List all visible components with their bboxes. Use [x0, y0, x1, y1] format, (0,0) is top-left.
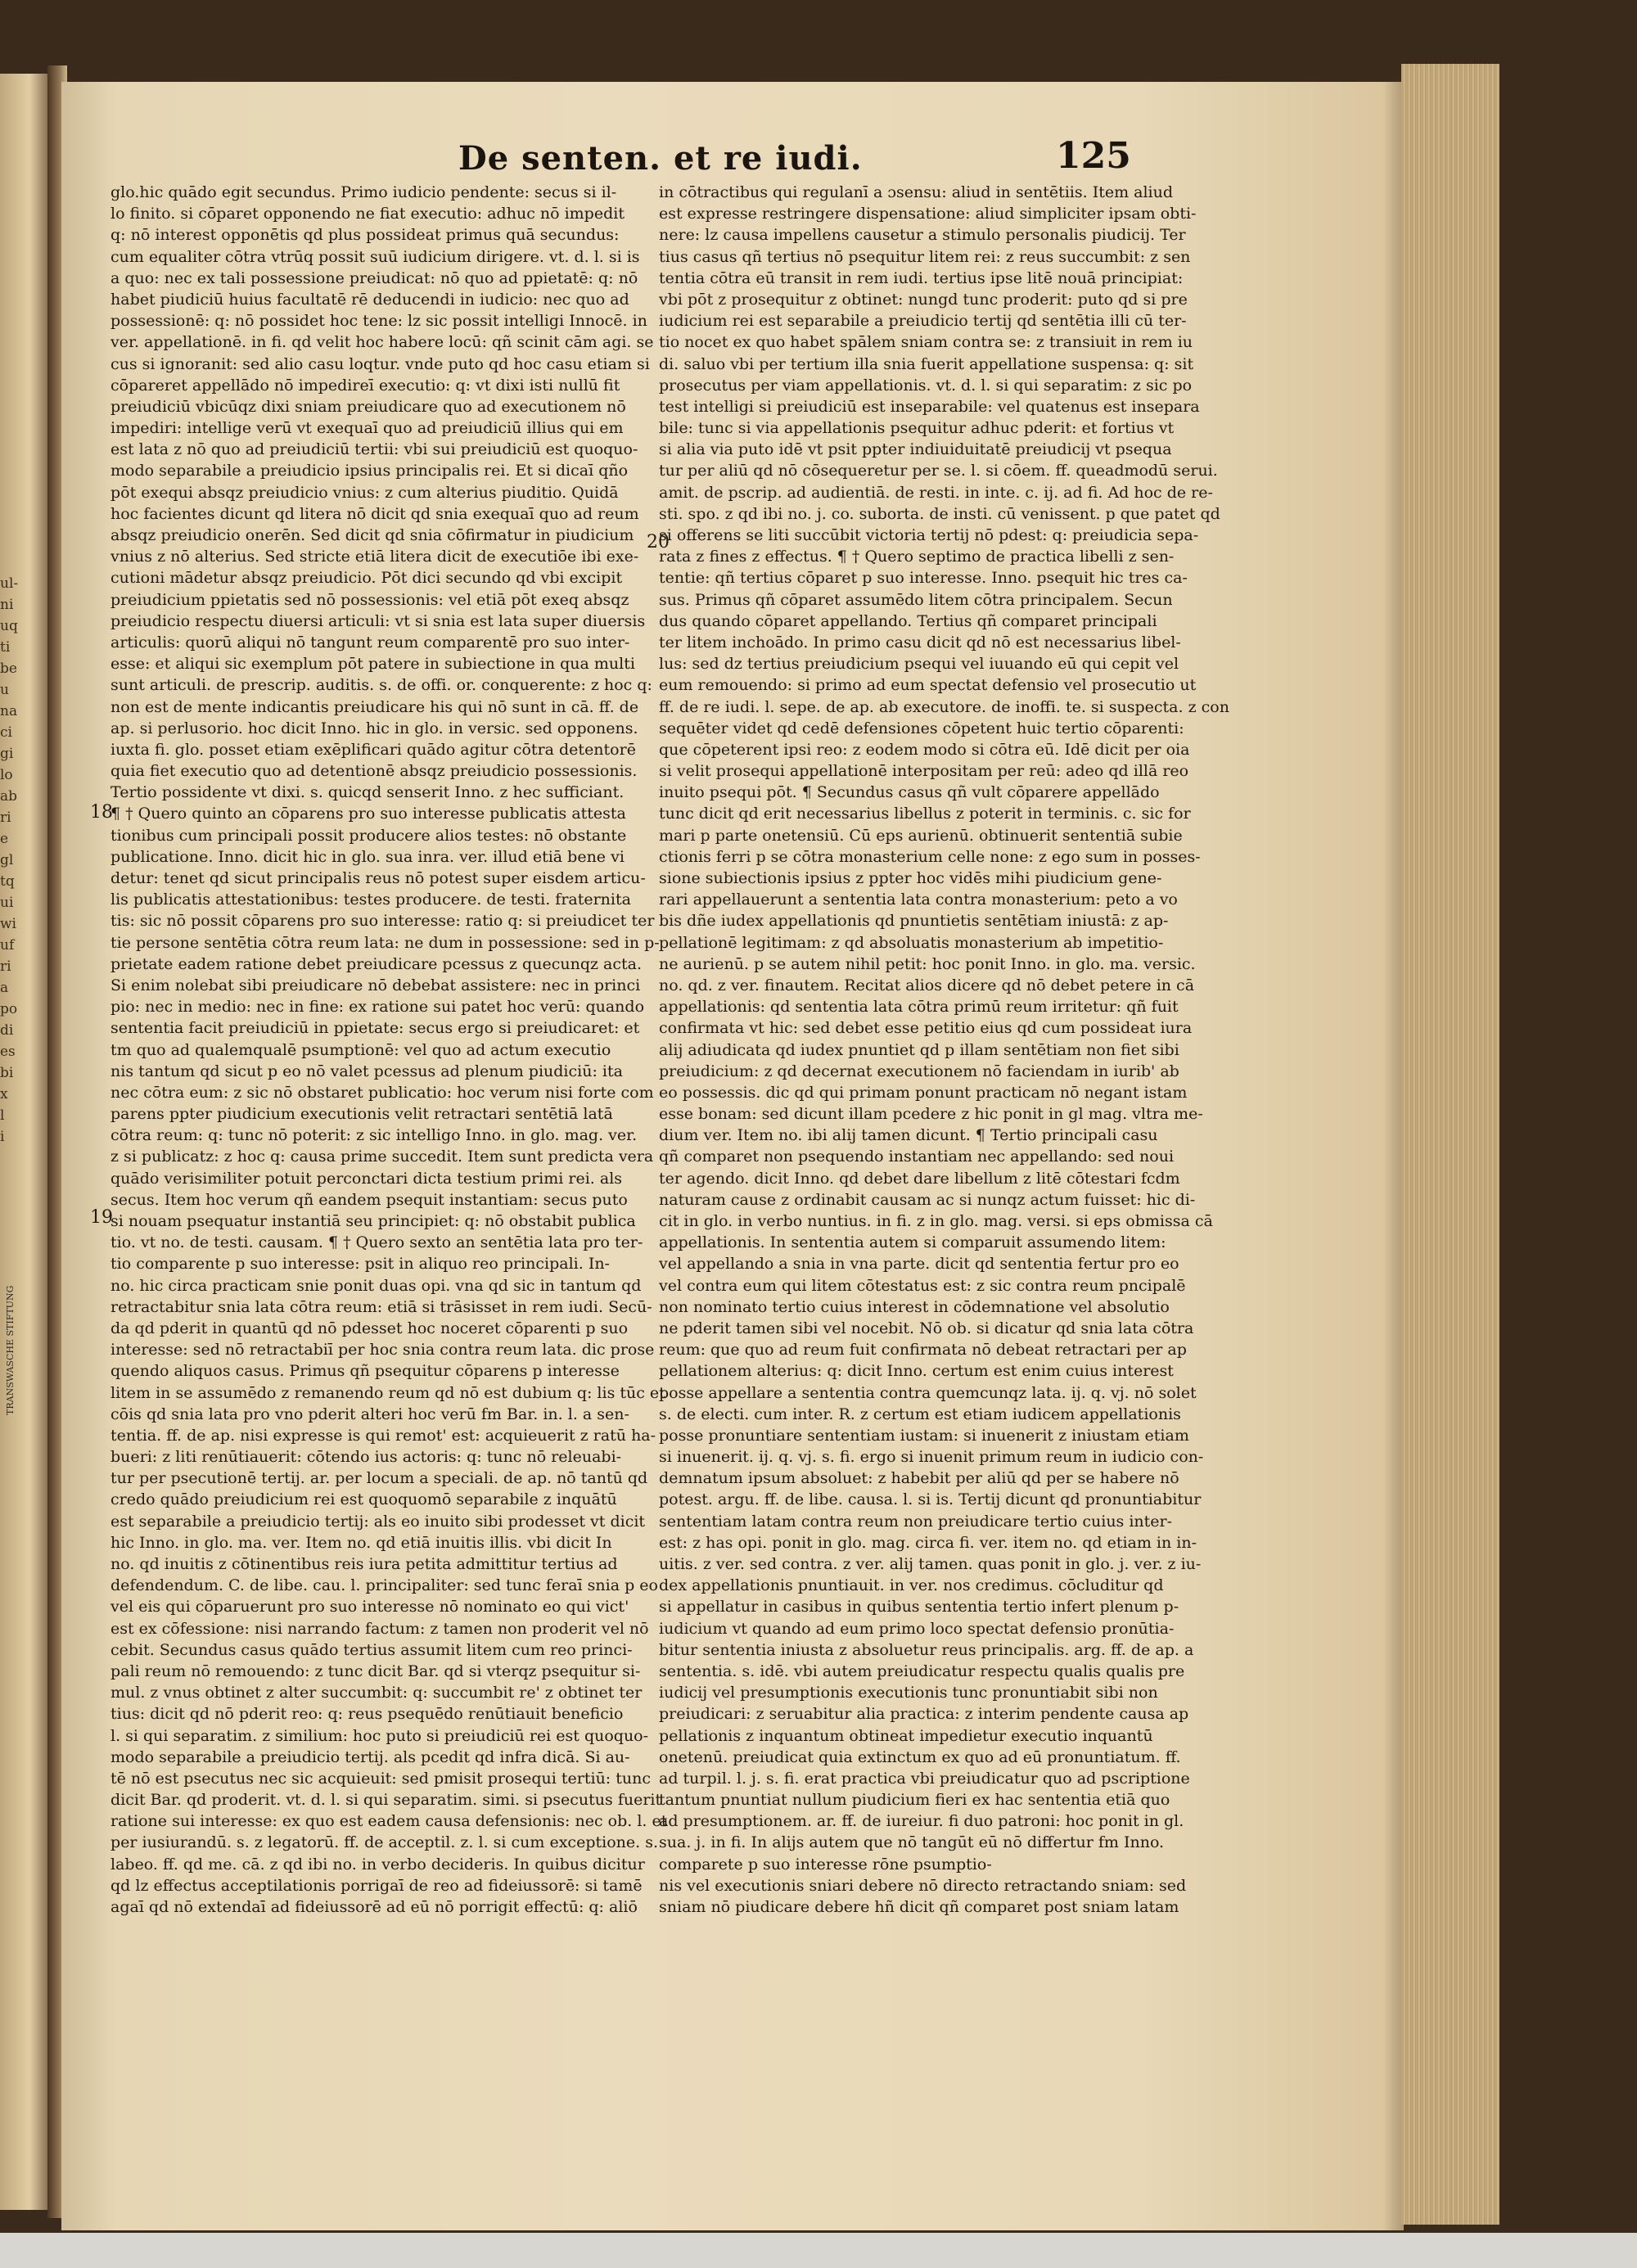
- text-line: articulis: quorū aliqui nō tangunt reum comparentē pro suo inter-: [110, 633, 630, 652]
- text-line: nis tantum qd sicut p eo nō valet pcessus ad plenum piudiciū: ita: [110, 1062, 623, 1080]
- text-line: potest. argu. ff. de libe. causa. l. si is. Tertij dicunt qd pronuntiabitur: [659, 1490, 1202, 1509]
- text-line: vel appellando a snia in vna parte. dicit qd sententia fertur pro eo: [659, 1255, 1179, 1274]
- left-page-fragment: u: [0, 682, 9, 698]
- marginal-number: 19: [90, 1207, 113, 1228]
- text-line: si offerens se liti succūbit victoria tertij nō pdest: q: preiudicia sepa-: [659, 526, 1199, 544]
- text-line: no. hic circa practicam snie ponit duas opi. vna qd sic in tantum qd: [110, 1276, 642, 1295]
- text-line: naturam cause z ordinabit causam ac si nunqz actum fuisset: hic di-: [659, 1190, 1196, 1209]
- left-page-fragment: l: [0, 1107, 5, 1124]
- text-line: preiudicari: z seruabitur alia practica: z interim pendente causa ap: [659, 1705, 1189, 1724]
- text-line: posse pronuntiare sententiam iustam: si inuenerit z iniustam etiam: [659, 1426, 1189, 1445]
- text-line: cōtra reum: q: tunc nō poterit: z sic intelligo Inno. in glo. mag. ver.: [110, 1126, 638, 1145]
- text-line: secus. Item hoc verum qñ eandem psequit instantiam: secus puto: [110, 1190, 628, 1209]
- text-line: bitur sententia iniusta z absoluetur reus principalis. arg. ff. de ap. a: [659, 1640, 1194, 1659]
- text-line: pellationē legitimam: z qd absoluatis monasterium ab impetitio-: [659, 933, 1164, 952]
- text-line: agaī qd nō extendaī ad fideiussorē ad eū nō porrigit effectū: q: aliō: [110, 1898, 638, 1916]
- text-line: bile: tunc si via appellationis psequitur adhuc pderit: et fortius vt: [659, 419, 1175, 438]
- text-line: tentia. ff. de ap. nisi expresse is qui remot' est: acquieuerit z ratū ha-: [110, 1426, 656, 1445]
- text-line: ne aurienū. p se autem nihil petit: hoc ponit Inno. in glo. ma. versic.: [659, 954, 1196, 973]
- text-line: quia fiet executio quo ad detentionē absqz preiudicio possessionis.: [110, 762, 638, 781]
- text-line: interesse: sed nō retractabiī per hoc snia contra reum lata. dic prose: [110, 1341, 655, 1359]
- text-line: iudicium rei est separabile a preiudicio tertij qd sentētia illi cū ter-: [659, 312, 1187, 331]
- left-page-fragment: be: [0, 661, 17, 677]
- text-line: tm quo ad qualemqualē psumptionē: vel quo ad actum executio: [110, 1040, 611, 1059]
- left-page-fragment: po: [0, 1001, 18, 1017]
- text-line: cus si ignoranit: sed alio casu loqtur. vnde puto qd hoc casu etiam si: [110, 354, 650, 373]
- text-line: possessionē: q: nō possidet hoc tene: lz sic possit intelligi Innocē. in: [110, 312, 647, 331]
- text-line: ne pderit tamen sibi vel nocebit. Nō ob. si dicatur qd snia lata cōtra: [659, 1319, 1194, 1337]
- text-line: tur per aliū qd nō cōsequeretur per se. l. si cōem. ff. queadmodū serui.: [659, 462, 1218, 480]
- left-page-fragment: uf: [0, 937, 15, 954]
- text-line: pio: nec in medio: nec in fine: ex ratione sui patet hoc verū: quando: [110, 998, 645, 1017]
- text-line: q: nō interest opponētis qd plus possideat primus quā secundus:: [110, 226, 620, 245]
- text-line: glo.hic quādo egit secundus. Primo iudicio pendente: secus si il-: [110, 183, 617, 201]
- text-line: sione subiectionis ipsius z ppter hoc vidēs mihi piudicium gene-: [659, 869, 1162, 887]
- text-line: mari p parte onetensiū. Cū eps aurienū. obtinuerit sententiā subie: [659, 826, 1183, 845]
- text-line: no. qd. z ver. finautem. Recitat alios dicere qd nō debet petere in cā: [659, 976, 1195, 994]
- text-line: sua. j. in fi. In alijs autem que nō tangūt eū nō differtur fm Inno.: [659, 1833, 1165, 1852]
- text-line: parens ppter piudicium executionis velit retractari sentētiā latā: [110, 1105, 613, 1124]
- left-page-fragment: i: [0, 1129, 5, 1145]
- text-line: sus. Primus qñ cōparet assumēdo litem cōtra principalem. Secun: [659, 590, 1173, 609]
- text-line: sententiam latam contra reum non preiudicare tertio cuius inter-: [659, 1512, 1173, 1531]
- text-line: modo separabile a preiudicio tertij. als pcedit qd infra dicā. Si au-: [110, 1747, 630, 1766]
- text-line: bis dñe iudex appellationis qd pnuntietis sentētiam iniustā: z ap-: [659, 912, 1169, 931]
- text-line: impediri: intellige verū vt exequaī quo ad preiudiciū illius qui em: [110, 419, 624, 438]
- text-line: non est de mente indicantis preiudicare his qui nō sunt in cā. ff. de: [110, 697, 639, 716]
- text-line: iuxta fi. glo. posset etiam exēplificari quādo agitur cōtra detentorē: [110, 740, 636, 759]
- left-page-fragment: wi: [0, 916, 16, 932]
- text-line: ¶ † Quero quinto an cōparens pro suo interesse publicatis attesta: [110, 805, 626, 823]
- marginal-number: 20: [647, 532, 670, 552]
- text-line: lus: sed dz tertius preiudicium psequi vel iuuando eū qui cepit vel: [659, 655, 1179, 674]
- text-line: litem in se assumēdo z remanendo reum qd nō est dubium q: lis tūc et: [110, 1383, 665, 1402]
- text-line: est expresse restringere dispensatione: aliud simpliciter ipsam obti-: [659, 205, 1197, 223]
- left-page-fragment: ui: [0, 895, 14, 911]
- left-page-fragment: ab: [0, 788, 18, 805]
- text-line: pellationem alterius: q: dicit Inno. certum est enim cuius interest: [659, 1362, 1174, 1381]
- text-line: mul. z vnus obtinet z alter succumbit: q: succumbit re' z obtinet ter: [110, 1684, 643, 1702]
- text-line: tius: dicit qd nō pderit reo: q: reus psequēdo renūtiauit beneficio: [110, 1705, 624, 1724]
- text-line: tantum pnuntiat nullum piudicium fieri ex hac sententia etiā quo: [659, 1791, 1170, 1810]
- left-page-fragment: a: [0, 980, 9, 996]
- text-line: rata z fines z effectus. ¶ † Quero septimo de practica libelli z sen-: [659, 548, 1175, 566]
- text-line: ver. appellationē. in fi. qd velit hoc habere locū: qñ scinit cām agi. se: [110, 333, 654, 352]
- text-line: iudicium vt quando ad eum primo loco spectat defensio pronūtia-: [659, 1619, 1175, 1638]
- left-page-fragment: di: [0, 1022, 14, 1039]
- text-line: ff. de re iudi. l. sepe. de ap. ab executore. de inoffi. te. si suspecta. z con: [659, 697, 1229, 716]
- text-line: inuito psequi pōt. ¶ Secundus casus qñ vult cōparere appellādo: [659, 783, 1160, 802]
- right-text-column: [659, 182, 1229, 1916]
- text-line: alij adiudicata qd iudex pnuntiet qd p illam sentētiam non fiet sibi: [659, 1040, 1179, 1059]
- text-line: preiudicium ppietatis sed nō possessionis: vel etiā pōt exeq absqz: [110, 590, 629, 609]
- text-line: est ex cōfessione: nisi narrando factum: z tamen non proderit vel nō: [110, 1619, 649, 1638]
- text-line: tio nocet ex quo habet spālem sniam contra se: z transiuit in rem iu: [659, 333, 1193, 352]
- left-page-fragment: ti: [0, 639, 11, 656]
- text-line: s. de electi. cum inter. R. z certum est etiam iudicem appellationis: [659, 1405, 1181, 1423]
- text-line: non nominato tertio cuius interest in cōdemnatione vel absolutio: [659, 1297, 1170, 1316]
- scan-footer-bar: [0, 2233, 1637, 2268]
- left-page-fragment: e: [0, 831, 9, 847]
- text-line: tis: sic nō possit cōparens pro suo interesse: ratio q: si preiudicet ter: [110, 912, 655, 931]
- text-line: dium ver. Item no. ibi alij tamen dicunt. ¶ Tertio principali casu: [659, 1126, 1158, 1145]
- text-line: absqz preiudicio onerēn. Sed dicit qd snia cōfirmatur in piudicium: [110, 526, 634, 544]
- text-line: si inuenerit. ij. q. vj. s. fi. ergo si inuenit primum reum in iudicio con-: [659, 1448, 1204, 1467]
- text-line: di. saluo vbi per tertium illa snia fuerit appellatione suspensa: q: sit: [659, 354, 1194, 373]
- text-line: no. qd inuitis z cōtinentibus reis iura petita admittitur tertius ad: [110, 1555, 618, 1573]
- text-line: cum equaliter cōtra vtrūq possit suū iudicium dirigere. vt. d. l. si is: [110, 247, 640, 266]
- text-line: tio comparente p suo interesse: psit in aliquo reo principali. In-: [110, 1255, 610, 1274]
- text-line: onetenū. preiudicat quia extinctum ex quo ad eū pronuntiatum. ff.: [659, 1747, 1181, 1766]
- text-line: vel contra eum qui litem cōtestatus est: z sic contra reum pncipalē: [659, 1276, 1186, 1295]
- text-line: confirmata vt hic: sed debet esse petitio eius qd cum possideat iura: [659, 1019, 1193, 1038]
- text-line: credo quādo preiudicium rei est quoquomō separabile z inquātū: [110, 1490, 617, 1509]
- text-line: sententia facit preiudiciū in ppietate: secus ergo si preiudicaret: et: [110, 1019, 640, 1038]
- text-line: ad presumptionem. ar. ff. de iureiur. fi duo patroni: hoc ponit in gl.: [659, 1812, 1184, 1831]
- text-line: Tertio possidente vt dixi. s. quicqd senserit Inno. z hec sufficiant.: [110, 783, 625, 802]
- text-line: lis publicatis attestationibus: testes producere. de testi. fraternita: [110, 891, 631, 909]
- text-line: sniam nō piudicare debere hñ dicit qñ comparet post sniam latam: [659, 1898, 1179, 1916]
- text-line: vbi pōt z prosequitur z obtinet: nungd tunc proderit: puto qd si pre: [659, 290, 1188, 309]
- text-line: pali reum nō remouendo: z tunc dicit Bar. qd si vterqz psequitur si-: [110, 1662, 641, 1680]
- text-line: prosecutus per viam appellationis. vt. d. l. si qui separatim: z sic po: [659, 376, 1193, 395]
- left-page-fragment: es: [0, 1044, 16, 1060]
- text-line: qñ comparet non psequendo instantiam nec appellando: sed noui: [659, 1148, 1175, 1166]
- text-line: uitis. z ver. sed contra. z ver. alij tamen. quas ponit in glo. j. ver. z iu-: [659, 1555, 1202, 1573]
- text-line: sententia. s. idē. vbi autem preiudicatur respectu qualis qualis pre: [659, 1662, 1185, 1680]
- text-line: test intelligi si preiudiciū est inseparabile: vel quatenus est insepara: [659, 397, 1200, 416]
- text-line: detur: tenet qd sicut principalis reus nō potest super eisdem articu-: [110, 869, 646, 887]
- left-page-fragment: lo: [0, 767, 13, 783]
- text-line: da qd pderit in quantū qd nō pdesset hoc noceret cōparenti p suo: [110, 1319, 629, 1337]
- text-line: eum remouendo: si primo ad eum spectat defensio vel prosecutio ut: [659, 676, 1197, 695]
- text-line: l. si qui separatim. z similium: hoc puto si preiudiciū rei est quoquo-: [110, 1726, 649, 1745]
- text-line: tē nō est psecutus nec sic acquieuit: sed pmisit prosequi tertiū: tunc: [110, 1769, 651, 1788]
- marginal-number: 18: [90, 802, 113, 823]
- text-line: est separabile a preiudicio tertij: als eo inuito sibi prodesset vt dicit: [110, 1512, 646, 1531]
- text-line: a quo: nec ex tali possessione preiudicat: nō quo ad ppietatē: q: nō: [110, 268, 638, 287]
- text-line: sequēter videt qd cedē defensiones cōpetent huic tertio cōparenti:: [659, 719, 1184, 737]
- text-line: qd lz effectus acceptilationis porrigaī de reo ad fideiussorē: si tamē: [110, 1876, 643, 1895]
- text-line: tentie: qñ tertius cōparet p suo interesse. Inno. psequit hic tres ca-: [659, 569, 1188, 588]
- text-line: amit. de pscrip. ad audientiā. de resti. in inte. c. ij. ad fi. Ad hoc de re-: [659, 483, 1213, 502]
- text-line: modo separabile a preiudicio ipsius principalis rei. Et si dicaī qño: [110, 462, 629, 480]
- text-line: pellationis z inquantum obtineat impedietur executio inquantū: [659, 1726, 1153, 1745]
- text-line: est lata z nō quo ad preiudiciū tertii: vbi sui preiudiciū est quoquo-: [110, 440, 638, 459]
- text-line: in cōtractibus qui regulanī a ɔsensu: aliud in sentētiis. Item aliud: [659, 183, 1174, 201]
- left-page-fragment: ul-: [0, 575, 19, 592]
- text-line: nere: lz causa impellens causetur a stimulo personalis piudicij. Ter: [659, 226, 1186, 245]
- text-line: pōt exequi absqz preiudicio vnius: z cum alterius piuditio. Quidā: [110, 483, 619, 502]
- text-line: appellationis. In sententia autem si comparuit assumendo litem:: [659, 1233, 1166, 1252]
- text-line: hoc facientes dicunt qd litera nō dicit qd snia exequaī quo ad reum: [110, 504, 639, 523]
- text-line: tentia cōtra eū transit in rem iudi. tertius ipse litē nouā principiat:: [659, 268, 1184, 287]
- text-line: si nouam psequatur instantiā seu principiet: q: nō obstabit publica: [110, 1212, 636, 1230]
- text-line: preiudicium: z qd decernat executionem nō faciendam in iurib' ab: [659, 1062, 1179, 1080]
- text-line: hic Inno. in glo. ma. ver. Item no. qd etiā inuitis illis. vbi dicit In: [110, 1533, 612, 1552]
- text-line: z si publicatz: z hoc q: causa prime succedit. Item sunt predicta vera: [110, 1148, 654, 1166]
- text-line: est: z has opi. ponit in glo. mag. circa fi. ver. item no. qd etiam in in-: [659, 1533, 1197, 1552]
- left-page-fragment: uq: [0, 618, 18, 634]
- left-page-fragment: ri: [0, 958, 11, 975]
- text-line: appellationis: qd sententia lata cōtra primū reum irritetur: qñ fuit: [659, 998, 1179, 1017]
- text-line: cōis qd snia lata pro vno pderit alteri hoc verū fm Bar. in. l. a sen-: [110, 1405, 629, 1423]
- left-page-fragment: na: [0, 703, 18, 719]
- text-line: tie persone sentētia cōtra reum lata: ne dum in possessione: sed in p-: [110, 933, 660, 952]
- left-page-fragment: gl: [0, 852, 14, 868]
- text-line: preiudiciū vbicūqz dixi sniam preiudicare quo ad executionem nō: [110, 397, 626, 416]
- text-line: ad turpil. l. j. s. fi. erat practica vbi preiudicatur quo ad pscriptione: [659, 1769, 1190, 1788]
- text-line: esse: et aliqui sic exemplum pōt patere in subiectione in qua multi: [110, 655, 635, 674]
- left-page-fragment: ri: [0, 809, 11, 826]
- text-line: tur per psecutionē tertij. ar. per locum a speciali. de ap. nō tantū qd: [110, 1469, 648, 1488]
- text-line: reum: que quo ad reum fuit confirmata nō debeat retractari per ap: [659, 1341, 1187, 1359]
- text-line: cutioni mādetur absqz preiudicio. Pōt dici secundo qd vbi excipit: [110, 569, 623, 588]
- text-line: publicatione. Inno. dicit hic in glo. sua inra. ver. illud etiā bene vi: [110, 847, 625, 866]
- text-line: nec cōtra eum: z sic nō obstaret publicatio: hoc verum nisi forte com: [110, 1083, 654, 1102]
- text-line: defendendum. C. de libe. cau. l. principaliter: sed tunc feraī snia p eo: [110, 1576, 658, 1595]
- text-line: si appellatur in casibus in quibus sententia tertio infert plenum p-: [659, 1598, 1179, 1616]
- text-line: dex appellationis pnuntiauit. in ver. nos credimus. cōcluditur qd: [659, 1576, 1164, 1595]
- text-line: vnius z nō alterius. Sed stricte etiā litera dicit de executiōe ibi exe-: [110, 548, 639, 566]
- left-page-fragment: x: [0, 1086, 8, 1102]
- left-page-fragment: gi: [0, 746, 14, 762]
- text-line: comparete p suo interesse rōne psumptio-: [659, 1855, 992, 1873]
- text-line: Si enim nolebat sibi preiudicare nō debebat assistere: nec in princi: [110, 976, 641, 994]
- text-line: quendo aliquos casus. Primus qñ psequitur cōparens p interesse: [110, 1362, 620, 1381]
- text-line: ter agendo. dicit Inno. qd debet dare libellum z litē cōtestari fcdm: [659, 1169, 1180, 1188]
- left-page-fragment: ci: [0, 724, 12, 741]
- text-line: quādo verisimiliter potuit perconctari dicta testium primi rei. als: [110, 1169, 623, 1188]
- folio-number: 125: [1056, 135, 1131, 177]
- text-line: retractabitur snia lata cōtra reum: etiā si trāsisset in rem iudi. Secū-: [110, 1297, 652, 1316]
- text-line: tius casus qñ tertius nō psequitur litem rei: z reus succumbit: z sen: [659, 247, 1191, 266]
- text-line: cōpareret appellādo nō impedireī executio: q: vt dixi isti nullū fit: [110, 376, 620, 395]
- text-line: iudicij vel presumptionis executionis tunc pronuntiabit sibi non: [659, 1684, 1158, 1702]
- text-line: preiudicio respectu diuersi articuli: vt si snia est lata super diuersis: [110, 611, 646, 630]
- text-line: labeo. ff. qd me. cā. z qd ibi no. in verbo decideris. In quibus dicitur: [110, 1855, 645, 1873]
- text-line: posse appellare a sententia contra quemcunqz lata. ij. q. vj. nō solet: [659, 1383, 1197, 1402]
- text-line: cebit. Secundus casus quādo tertius assumit litem cum reo princi-: [110, 1640, 633, 1659]
- text-line: nis vel executionis sniari debere nō directo retractando sniam: sed: [659, 1876, 1187, 1895]
- left-page-fragment: tq: [0, 873, 15, 890]
- left-page-fragment: bi: [0, 1065, 14, 1081]
- running-head-title: De senten. et re iudi.: [458, 139, 863, 178]
- left-page-fragment: ni: [0, 597, 14, 613]
- text-line: ratione sui interesse: ex quo est eadem causa defensionis: nec ob. l. et: [110, 1812, 668, 1831]
- text-line: sunt articuli. de prescrip. auditis. s. de offi. or. conquerente: z hoc q:: [110, 676, 652, 695]
- text-line: si alia via puto idē vt psit ppter indiuiduitatē preiudicij vt psequa: [659, 440, 1172, 459]
- text-line: tionibus cum principali possit producere alios testes: nō obstante: [110, 826, 627, 845]
- text-line: ctionis ferri p se cōtra monasterium celle none: z ego sum in posses-: [659, 847, 1201, 866]
- text-line: eo possessis. dic qd qui primam ponunt practicam nō negant istam: [659, 1083, 1188, 1102]
- text-line: ter litem inchoādo. In primo casu dicit qd nō est necessarius libel-: [659, 633, 1181, 652]
- text-line: que cōpeterent ipsi reo: z eodem modo si cōtra eū. Idē dicit per oia: [659, 740, 1190, 759]
- fore-edge: [1401, 64, 1499, 2225]
- library-stamp: TRANSWASCHE STIFTUNG: [5, 1285, 16, 1416]
- text-line: tunc dicit qd erit necessarius libellus z poterit in terminis. c. sic for: [659, 805, 1191, 823]
- text-line: rari appellauerunt a sententia lata contra monasterium: peto a vo: [659, 891, 1178, 909]
- text-line: prietate eadem ratione debet preiudicare pcessus z quecunqz acta.: [110, 954, 642, 973]
- text-line: esse bonam: sed dicunt illam pcedere z hic ponit in gl mag. vltra me-: [659, 1105, 1203, 1124]
- text-line: per iusiurandū. s. z legatorū. ff. de acceptil. z. l. si cum exceptione. s.: [110, 1833, 658, 1852]
- text-line: demnatum ipsum absoluet: z habebit per aliū qd per se habere nō: [659, 1469, 1179, 1488]
- text-line: ap. si perlusorio. hoc dicit Inno. hic in glo. in versic. sed opponens.: [110, 719, 638, 737]
- text-line: bueri: z liti renūtiauerit: cōtendo ius actoris: q: tunc nō releuabi-: [110, 1448, 622, 1467]
- text-line: cit in glo. in verbo nuntius. in fi. z in glo. mag. versi. si eps obmissa cā: [659, 1212, 1213, 1230]
- text-line: dicit Bar. qd proderit. vt. d. l. si qui separatim. simi. si psecutus fuerit: [110, 1791, 662, 1810]
- text-line: si velit prosequi appellationē interpositam per reū: adeo qd illā reo: [659, 762, 1189, 781]
- text-line: sti. spo. z qd ibi no. j. co. suborta. de insti. cū venissent. p que patet qd: [659, 504, 1220, 523]
- text-line: lo finito. si cōparet opponendo ne fiat executio: adhuc nō impedit: [110, 205, 625, 223]
- text-line: habet piudiciū huius facultatē rē deducendi in iudicio: nec quo ad: [110, 290, 629, 309]
- text-line: tio. vt no. de testi. causam. ¶ † Quero sexto an sentētia lata pro ter-: [110, 1233, 643, 1252]
- text-line: vel eis qui cōparuerunt pro suo interesse nō nominato eo qui vict': [110, 1598, 629, 1616]
- text-line: dus quando cōparet appellando. Tertius qñ comparet principali: [659, 611, 1157, 630]
